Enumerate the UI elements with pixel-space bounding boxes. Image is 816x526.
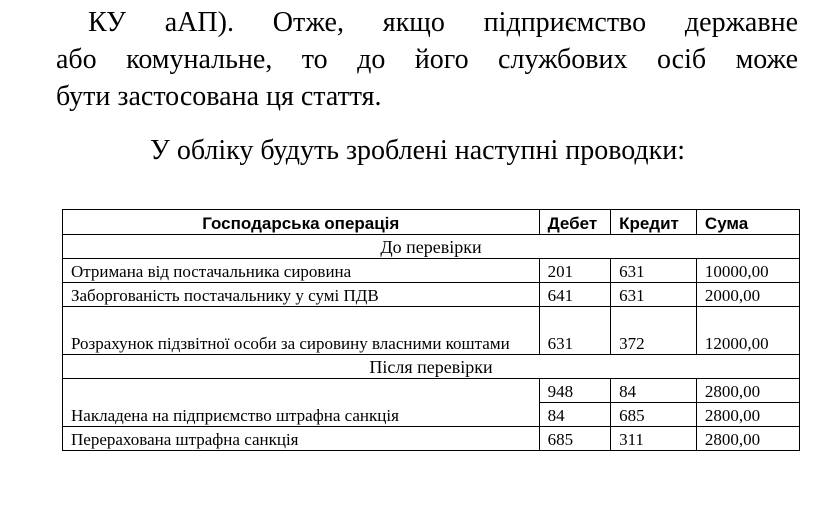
credit-cell: 685	[611, 403, 697, 427]
header-credit: Кредит	[611, 210, 697, 235]
table-row	[63, 427, 800, 451]
sum-cell: 12000,00	[696, 307, 799, 355]
table-header-row	[63, 210, 800, 235]
section-before-row	[63, 235, 800, 259]
debit-cell: 201	[539, 259, 610, 283]
credit-cell: 311	[611, 427, 697, 451]
operation-cell: Перерахована штрафна санкція	[63, 427, 540, 451]
debit-cell: 631	[539, 307, 610, 355]
header-debit: Дебет	[539, 210, 610, 235]
debit-cell: 84	[539, 403, 610, 427]
credit-cell: 84	[611, 379, 697, 403]
section-after: Після перевірки	[63, 355, 800, 379]
header-operation: Господарська операція	[63, 210, 540, 235]
sum-cell: 2800,00	[696, 427, 799, 451]
credit-cell: 631	[611, 259, 697, 283]
table-row	[63, 379, 800, 403]
section-before: До перевірки	[63, 235, 800, 259]
text-line-3: бути застосована ця стаття.	[56, 81, 382, 112]
debit-cell: 948	[539, 379, 610, 403]
operation-cell: Отримана від постачальника сировина	[63, 259, 540, 283]
debit-cell: 685	[539, 427, 610, 451]
section-after-row	[63, 355, 800, 379]
credit-cell: 372	[611, 307, 697, 355]
text-line-4: У обліку будуть зроблені наступні проводки:	[150, 135, 686, 166]
table-row	[63, 307, 800, 355]
sum-cell: 2000,00	[696, 283, 799, 307]
sum-cell: 2800,00	[696, 379, 799, 403]
table-row	[63, 283, 800, 307]
debit-cell: 641	[539, 283, 610, 307]
text-line-1: КУ аАП). Отже, якщо підприємство державне	[88, 7, 798, 38]
header-sum: Сума	[696, 210, 799, 235]
credit-cell: 631	[611, 283, 697, 307]
text-line-2: або комунальне, то до його службових осіб може	[56, 44, 798, 75]
sum-cell: 10000,00	[696, 259, 799, 283]
operation-cell: Розрахунок підзвітної особи за сировину власними коштами	[63, 307, 540, 355]
sum-cell: 2800,00	[696, 403, 799, 427]
operation-cell: Заборгованість постачальнику у сумі ПДВ	[63, 283, 540, 307]
operation-cell: Накладена на підприємство штрафна санкція	[63, 379, 540, 427]
accounting-entries-table	[62, 209, 800, 451]
table-row	[63, 259, 800, 283]
